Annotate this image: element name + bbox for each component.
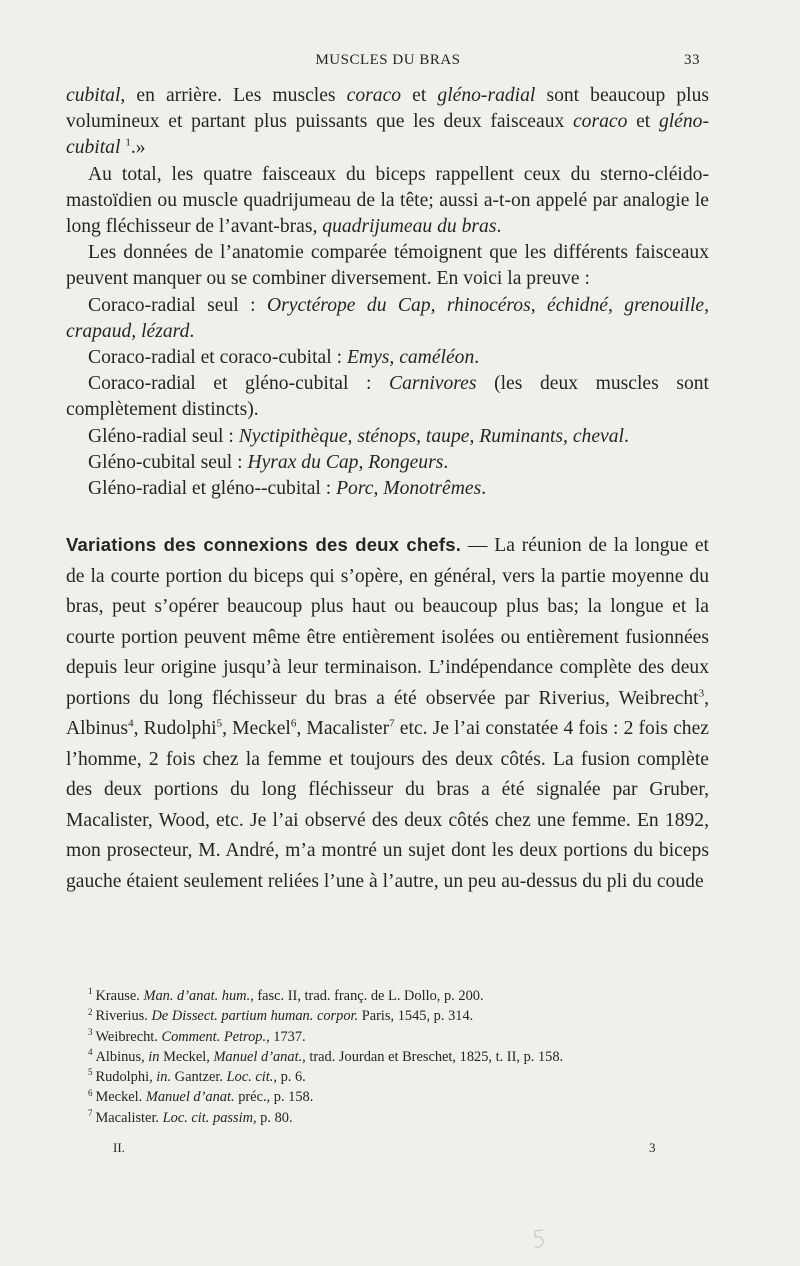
italic-term: gléno-cubital — [66, 111, 709, 159]
pencil-mark-icon — [532, 1228, 546, 1250]
footnote-number: 2 — [88, 1006, 93, 1017]
footnote-number: 4 — [88, 1047, 93, 1058]
footnote-ref: 6 — [290, 717, 297, 730]
text-run: , Rudolphi — [133, 718, 217, 740]
list-label: Coraco-radial et gléno-cubital : — [88, 373, 390, 395]
list-item — [66, 345, 709, 371]
footnote — [88, 1047, 708, 1067]
text-run: Rudolphi, — [95, 1069, 157, 1086]
italic-title: Manuel d’anat. — [145, 1089, 235, 1106]
italic-title: in — [148, 1048, 160, 1065]
list-animals: Porc, Monotrêmes — [336, 478, 482, 500]
list-animals: Carnivores — [389, 373, 477, 395]
signature-volume: II. — [113, 1140, 125, 1155]
italic-title: in. — [156, 1069, 172, 1086]
list-item — [66, 476, 709, 502]
text-run: , trad. Jourdan et Breschet, 1825, t. II, p. 158. — [302, 1048, 564, 1065]
text-run: Riverius. — [95, 1008, 152, 1025]
footnote — [88, 1087, 708, 1107]
italic-term: quadrijumeau du bras — [322, 216, 497, 238]
signature-sheet: 3 — [649, 1140, 656, 1155]
text-run: Krause. — [95, 988, 144, 1004]
list-animals: Emys, caméléon — [346, 347, 475, 369]
footnote-number: 5 — [88, 1067, 93, 1078]
text-run: (les deux muscles sont complètement distincts). — [66, 373, 710, 421]
text-run: Meckel. — [95, 1089, 146, 1106]
italic-term: coraco — [572, 111, 628, 133]
footnote-ref: 4 — [128, 717, 134, 730]
text-run: , 1737. — [266, 1028, 306, 1045]
paragraph-comparative-anatomy: Les données de l’anatomie comparée témoignent que les différents faisceaux peuvent manquer ou se combiner diversement. En voici la preuve : — [66, 242, 709, 290]
list-label: Gléno-radial seul : — [88, 425, 239, 447]
footnote-ref: 3 — [698, 687, 705, 700]
list-label: Coraco-radial et coraco-cubital : — [88, 347, 347, 369]
footnote — [88, 1027, 708, 1047]
text-run: et — [401, 85, 438, 106]
text-run: , Albinus — [66, 687, 709, 740]
text-run: Meckel, — [159, 1048, 214, 1065]
footnote — [88, 1108, 708, 1128]
running-title: MUSCLES DU BRAS — [315, 52, 461, 68]
text-run: Gantzer. — [171, 1069, 227, 1086]
footnote-ref: 5 — [216, 717, 223, 730]
text-run: . — [474, 347, 480, 369]
text-run: — La réunion de la longue et de la courte portion du biceps qui s’opère, en général, vers la partie moyenne du bras, peut s’opérer beaucoup plus haut ou beaucoup plus bas; la longue et la courte portion peuvent même être entièrement isolées ou entièrement fusionnées depuis leur origine jusqu’à leur terminaison. L’indépendance complète des deux portions du long fléchisseur du bras a été observée par Riverius, Weibrecht — [66, 535, 709, 709]
text-run: .» — [130, 137, 146, 159]
main-text — [66, 83, 709, 897]
italic-term: gléno-radial — [437, 85, 536, 106]
list-animals: Oryctérope du Cap, rhinocéros, échidné, grenouille, crapaud, lézard — [66, 294, 709, 342]
text-run: , p. 80. — [252, 1109, 293, 1126]
footnote-number: 1 — [88, 986, 93, 997]
text-run: Au total, les quatre faisceaux du biceps rappellent ceux du sterno-cléido-mastoïdien ou muscle quadrijumeau de la tête; aussi a-t-on appelé par analogie le long fléchisseur de l’avant-bras, — [66, 163, 709, 238]
italic-title: Man. d’anat. hum. — [143, 988, 251, 1004]
italic-title: Comment. Petrop. — [161, 1028, 267, 1045]
text-run: et — [627, 111, 659, 133]
text-run: . — [481, 478, 487, 500]
text-run: Weibrecht. — [95, 1028, 162, 1045]
italic-title: Manuel d’anat. — [213, 1048, 303, 1065]
italic-title: Loc. cit. passim — [162, 1109, 253, 1126]
text-run: . — [443, 451, 449, 473]
text-run: Macalister. — [95, 1109, 163, 1126]
text-run: , fasc. II, trad. franç. de L. Dollo, p. 200. — [250, 988, 484, 1004]
list-item — [66, 450, 709, 476]
text-run: Albinus, — [95, 1048, 149, 1065]
footnote — [88, 1067, 708, 1087]
list-label: Gléno-radial et gléno--cubital : — [88, 478, 337, 500]
page-number: 33 — [684, 52, 700, 68]
list-animals: Hyrax du Cap, Rongeurs — [247, 451, 444, 473]
italic-title: De Dissect. partium human. corpor. — [151, 1008, 359, 1025]
text-run: etc. Je l’ai constatée 4 fois : 2 fois chez l’homme, 2 fois chez la femme et toujours des deux côtés. La fusion complète des deux portions du long fléchisseur du bras a été signalée par Gruber, Macalister, Wood, etc. Je l’ai observé des deux côtés chez une femme. En 1892, mon prosecteur, M. André, m’a montré un sujet dont les deux portions du biceps gauche étaient seulement reliées l’une à l’autre, un peu au-dessus du pli du coude — [66, 718, 709, 892]
italic-title: Loc. cit. — [226, 1069, 274, 1086]
italic-term: coraco — [346, 85, 402, 106]
text-run: . — [189, 320, 195, 342]
running-header — [68, 52, 708, 74]
footnote-ref: 7 — [389, 717, 395, 730]
list-label: Gléno-cubital seul : — [88, 451, 248, 473]
section-heading: Variations des connexions des deux chefs. — [66, 534, 462, 556]
paragraph-variations — [66, 530, 709, 897]
text-run: sont beaucoup plus volumineux et partant plus puissants que les deux faisceaux — [66, 85, 710, 133]
footnote-number: 3 — [88, 1026, 93, 1037]
footnotes — [88, 986, 708, 1128]
text-run: , Meckel — [222, 718, 291, 740]
list-item — [66, 424, 709, 450]
list-label: Coraco-radial seul : — [88, 294, 267, 316]
text-run: préc., p. 158. — [234, 1089, 314, 1106]
footnote — [88, 1006, 708, 1026]
text-run: . — [496, 216, 502, 238]
text-run: Paris, 1545, p. 314. — [358, 1008, 474, 1025]
footnote-number: 6 — [88, 1087, 93, 1098]
paragraph-continuation — [66, 83, 709, 162]
italic-term: cubital — [66, 85, 121, 106]
footnote-number: 7 — [88, 1107, 93, 1118]
text-run: . — [623, 425, 629, 447]
text-run: , en arrière. Les muscles — [120, 85, 347, 106]
list-item — [66, 371, 709, 423]
list-animals: Nyctipithèque, sténops, taupe, Ruminants, cheval — [238, 425, 624, 447]
list-item — [66, 293, 709, 345]
text-run: , Macalister — [296, 718, 390, 740]
paragraph-total — [66, 162, 709, 241]
footnote-ref: 1 — [125, 136, 131, 149]
footnote — [88, 986, 708, 1006]
text-run: , p. 6. — [273, 1069, 306, 1086]
